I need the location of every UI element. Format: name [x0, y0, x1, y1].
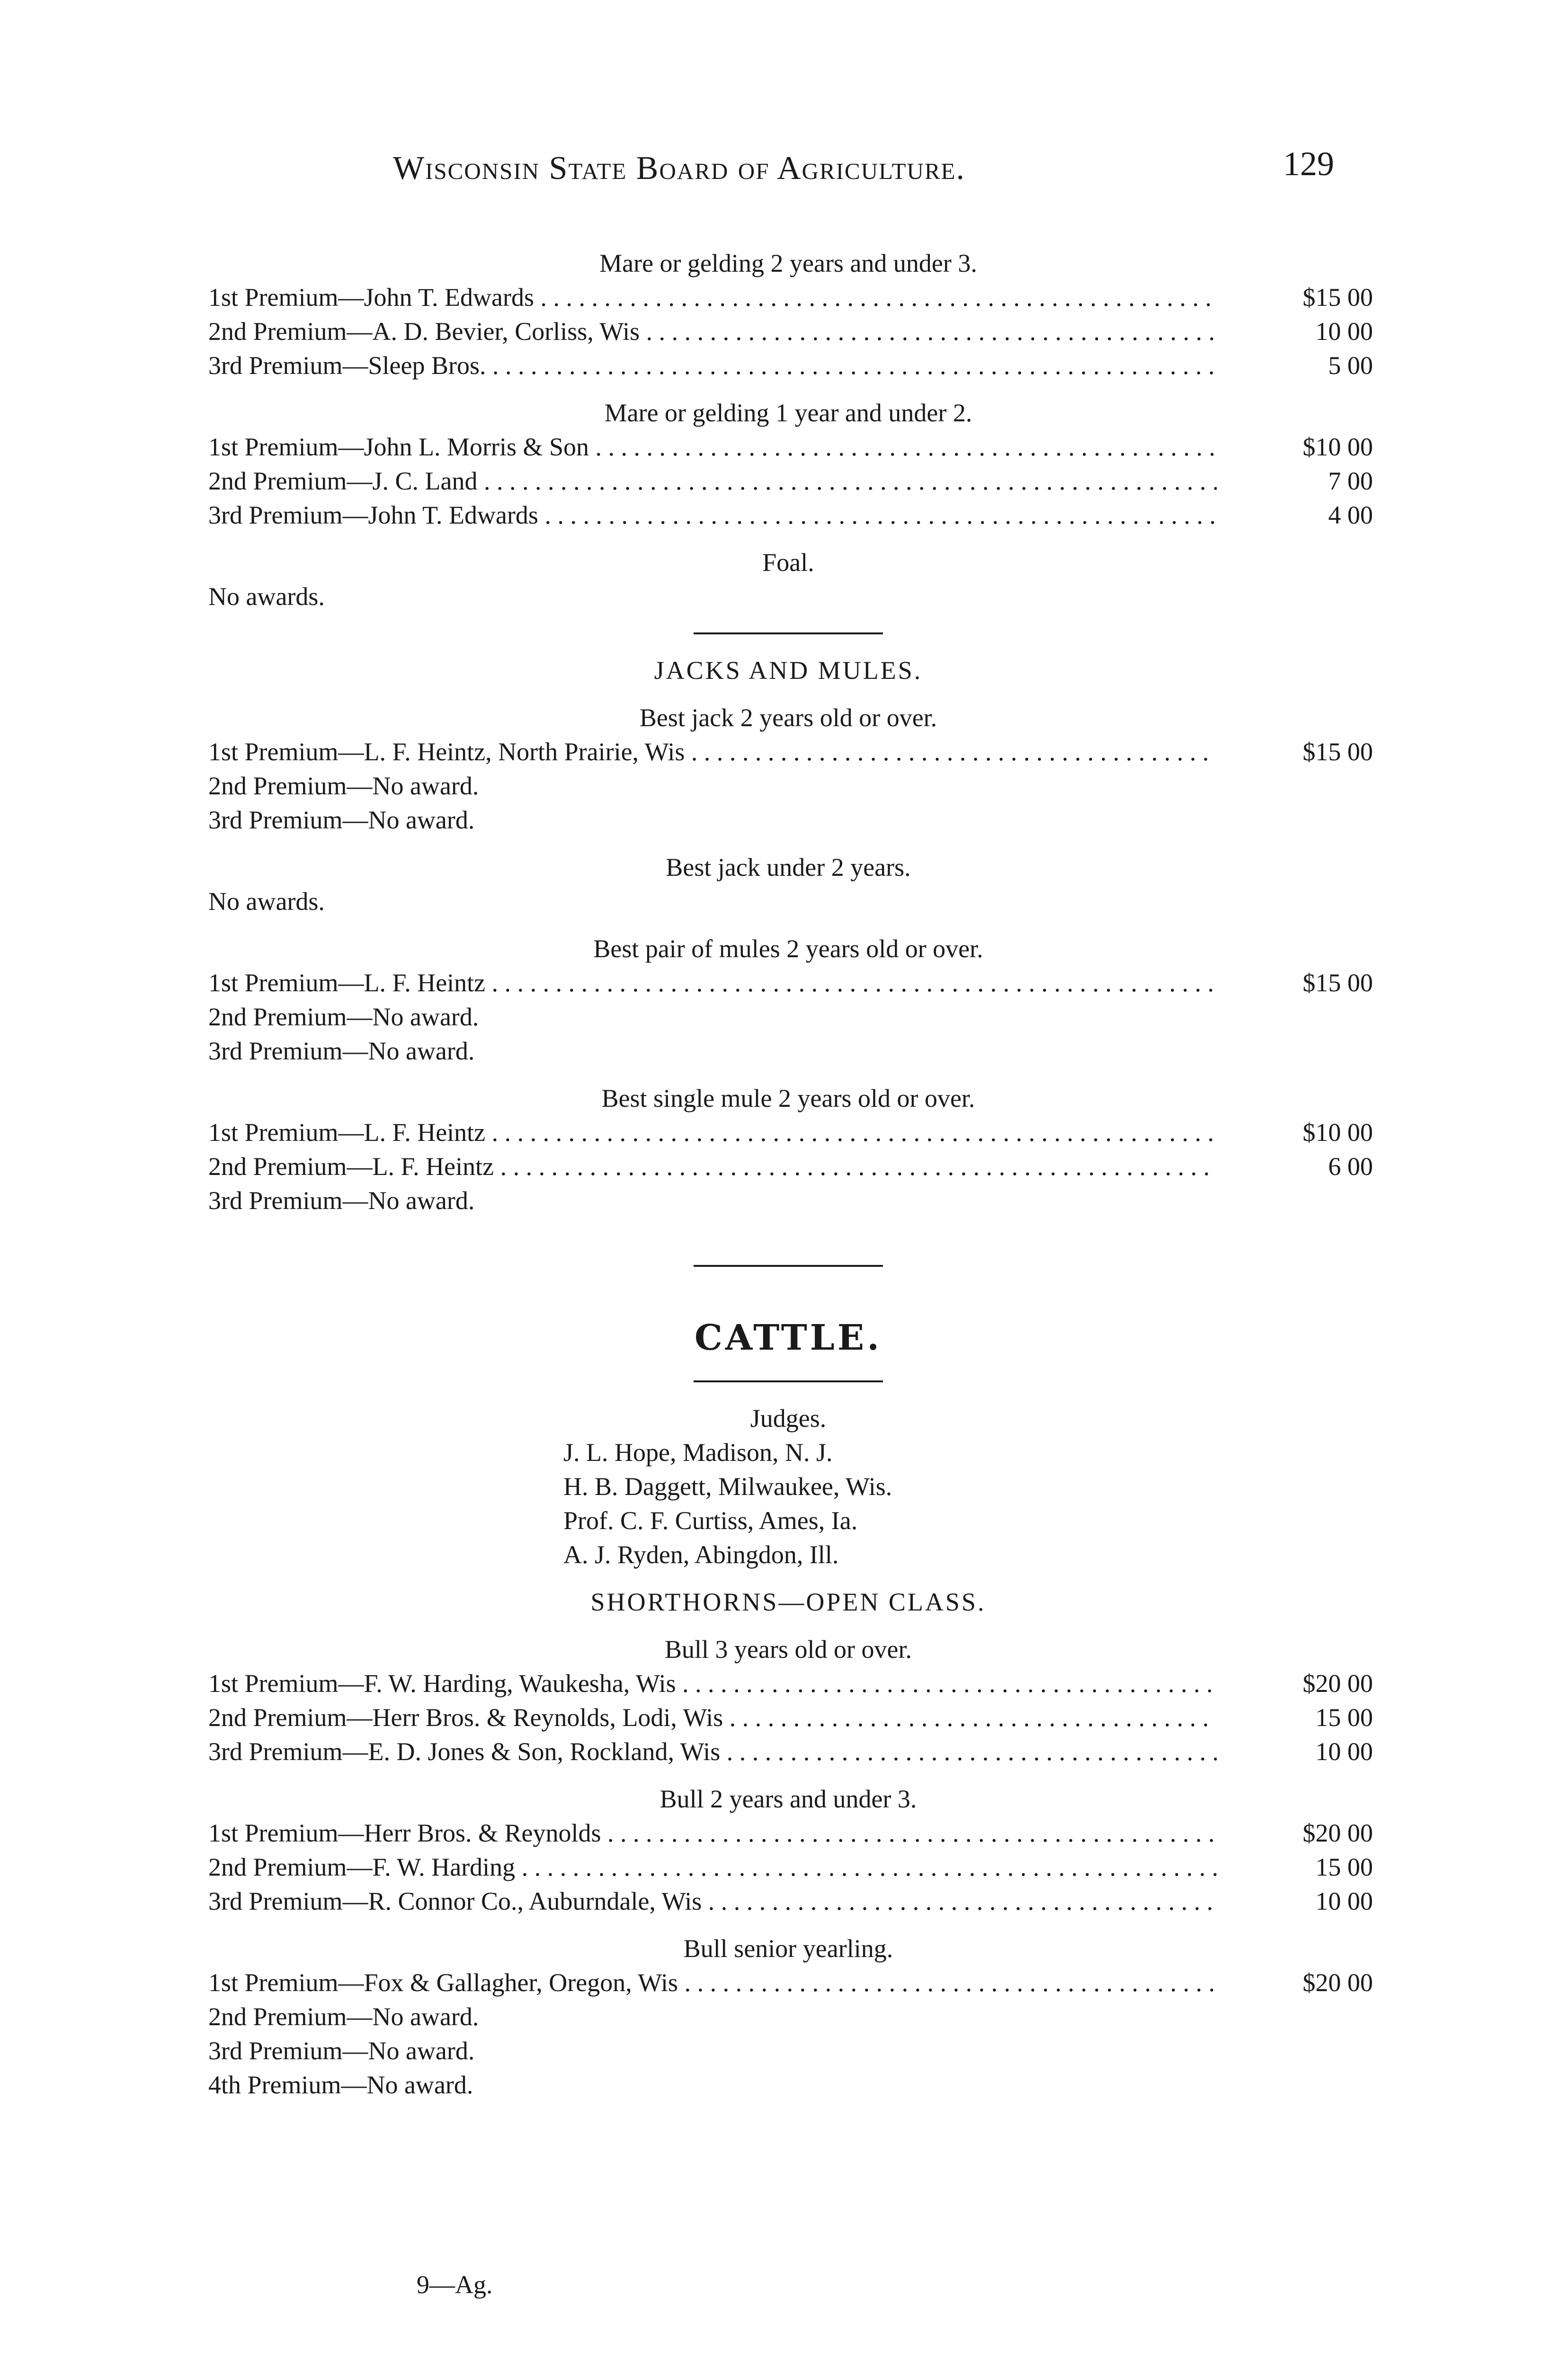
- premium-text: 1st Premium—F. W. Harding, Waukesha, Wis . . .: [208, 1666, 1217, 1700]
- section-divider: [694, 632, 883, 634]
- judge-name: A. J. Ryden, Abingdon, Ill.: [563, 1540, 839, 1569]
- premium-entry: [204, 498, 1373, 532]
- page-footer: [0, 2268, 1568, 2305]
- premium-amount: $10 00: [1302, 1118, 1373, 1147]
- premium-text: 3rd Premium—No award.: [208, 1037, 475, 1065]
- premium-entry: [204, 2000, 1373, 2034]
- group-heading: Foal.: [762, 548, 814, 577]
- premium-entry: [204, 430, 1373, 464]
- cattle-title: CATTLE.: [695, 1317, 882, 1358]
- group-heading: Bull 3 years old or over.: [665, 1635, 912, 1664]
- premium-entry: [204, 2068, 1373, 2102]
- group-heading: Mare or gelding 2 years and under 3.: [599, 249, 977, 277]
- premium-entry: [204, 803, 1373, 837]
- premium-entry: [204, 464, 1373, 498]
- premium-entry: [204, 735, 1373, 769]
- premium-entry: [204, 348, 1373, 383]
- premium-text: 1st Premium—L. F. Heintz . . .: [208, 1115, 1217, 1149]
- no-awards-note: [204, 884, 1373, 918]
- premium-amount: 5 00: [1328, 351, 1373, 380]
- premium-text: 3rd Premium—No award.: [208, 806, 475, 834]
- premium-text: 3rd Premium—Sleep Bros. . . .: [208, 348, 1217, 383]
- premium-entry: [204, 280, 1373, 314]
- premium-amount: $10 00: [1302, 433, 1373, 461]
- judges-heading: Judges.: [750, 1404, 827, 1433]
- premium-amount: 7 00: [1328, 467, 1373, 495]
- premium-amount: 10 00: [1315, 317, 1373, 346]
- premium-text: 1st Premium—L. F. Heintz . . .: [208, 966, 1217, 1000]
- premium-entry: [204, 966, 1373, 1000]
- premium-text: 4th Premium—No award.: [208, 2071, 473, 2099]
- premium-entry: [204, 1149, 1373, 1184]
- premium-amount: 6 00: [1328, 1152, 1373, 1181]
- premium-text: 3rd Premium—R. Connor Co., Auburndale, Wis . . .: [208, 1884, 1217, 1918]
- group-heading: Best pair of mules 2 years old or over.: [593, 934, 983, 963]
- group-heading: Bull 2 years and under 3.: [659, 1785, 917, 1813]
- premium-entry: [204, 1034, 1373, 1068]
- premium-text: 2nd Premium—No award.: [208, 1003, 479, 1031]
- premium-text: 2nd Premium—No award.: [208, 772, 479, 800]
- premium-text: 1st Premium—Fox & Gallagher, Oregon, Wis . . .: [208, 1966, 1217, 2000]
- judge-name: Prof. C. F. Curtiss, Ames, Ia.: [563, 1506, 858, 1535]
- premium-text: 2nd Premium—No award.: [208, 2002, 479, 2031]
- premium-amount: $15 00: [1302, 738, 1373, 766]
- group-heading: Best single mule 2 years old or over.: [601, 1084, 975, 1112]
- section-divider: [694, 1265, 883, 1267]
- premium-text: 1st Premium—Herr Bros. & Reynolds . . .: [208, 1816, 1217, 1850]
- premium-entry: [204, 2034, 1373, 2068]
- page-content: [204, 246, 1373, 2102]
- premium-entry: [204, 1700, 1373, 1735]
- premium-text: 1st Premium—John L. Morris & Son . . .: [208, 430, 1217, 464]
- group-heading: Best jack 2 years old or over.: [639, 703, 937, 732]
- premium-entry: [204, 1966, 1373, 2000]
- premium-text: 3rd Premium—No award.: [208, 2037, 475, 2065]
- premium-amount: $15 00: [1302, 969, 1373, 997]
- group-heading: Bull senior yearling.: [683, 1934, 893, 1963]
- section-title: JACKS AND MULES.: [654, 656, 923, 685]
- page-header: [0, 145, 1568, 199]
- premium-amount: 4 00: [1328, 501, 1373, 529]
- judge-name: H. B. Daggett, Milwaukee, Wis.: [563, 1472, 892, 1501]
- premium-entry: [204, 1666, 1373, 1700]
- judge-name: J. L. Hope, Madison, N. J.: [563, 1438, 833, 1467]
- premium-text: 2nd Premium—L. F. Heintz . . .: [208, 1149, 1217, 1184]
- premium-text: 2nd Premium—J. C. Land . . .: [208, 464, 1217, 498]
- signature-mark: 9—Ag.: [417, 2270, 493, 2299]
- premium-text: 1st Premium—John T. Edwards . . .: [208, 280, 1217, 314]
- page-number: 129: [1283, 145, 1334, 183]
- group-heading: Mare or gelding 1 year and under 2.: [604, 399, 972, 427]
- premium-entry: [204, 1115, 1373, 1149]
- premium-entry: [204, 314, 1373, 348]
- premium-text: 3rd Premium—John T. Edwards . . .: [208, 498, 1217, 532]
- premium-entry: [204, 1884, 1373, 1918]
- no-awards-note: [204, 579, 1373, 614]
- premium-text: 1st Premium—L. F. Heintz, North Prairie, Wis . . .: [208, 735, 1217, 769]
- premium-entry: [204, 1735, 1373, 1769]
- premium-entry: [204, 1184, 1373, 1218]
- premium-text: 3rd Premium—E. D. Jones & Son, Rockland, Wis . . .: [208, 1735, 1217, 1769]
- group-heading: Best jack under 2 years.: [666, 853, 911, 881]
- premium-entry: [204, 1816, 1373, 1850]
- premium-text: 2nd Premium—A. D. Bevier, Corliss, Wis . . .: [208, 314, 1217, 348]
- premium-amount: 10 00: [1315, 1887, 1373, 1915]
- premium-amount: $20 00: [1302, 1819, 1373, 1847]
- premium-amount: $20 00: [1302, 1968, 1373, 1997]
- premium-text: 2nd Premium—F. W. Harding . . .: [208, 1850, 1217, 1884]
- premium-entry: [204, 769, 1373, 803]
- class-title: SHORTHORNS—OPEN CLASS.: [590, 1588, 986, 1616]
- premium-text: 2nd Premium—Herr Bros. & Reynolds, Lodi, Wis . . .: [208, 1700, 1217, 1735]
- premium-amount: $20 00: [1302, 1669, 1373, 1698]
- running-title: Wisconsin State Board of Agriculture.: [393, 150, 965, 187]
- premium-entry: [204, 1000, 1373, 1034]
- premium-entry: [204, 1850, 1373, 1884]
- premium-amount: 15 00: [1315, 1703, 1373, 1732]
- premium-text: 3rd Premium—No award.: [208, 1186, 475, 1215]
- premium-amount: 10 00: [1315, 1737, 1373, 1766]
- note-text: No awards.: [208, 887, 325, 916]
- premium-amount: 15 00: [1315, 1853, 1373, 1881]
- section-divider: [694, 1380, 883, 1382]
- premium-amount: $15 00: [1302, 283, 1373, 311]
- note-text: No awards.: [208, 582, 325, 611]
